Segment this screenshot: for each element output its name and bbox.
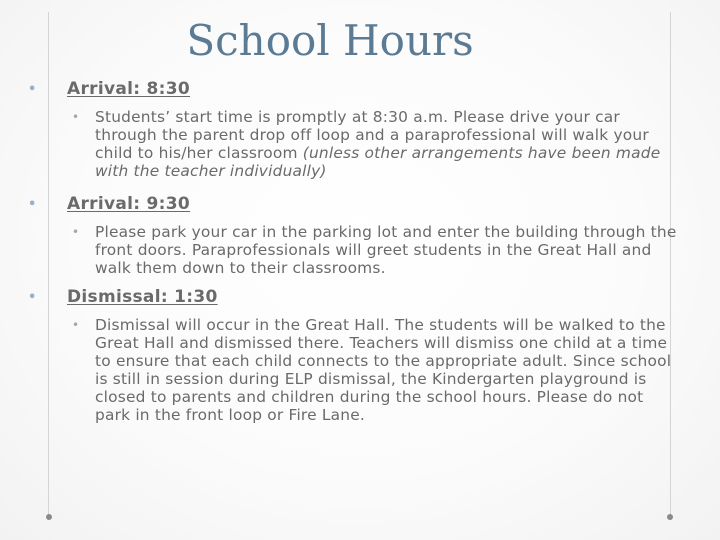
body-text: Please park your car in the parking lot and enter the building through the front doors. Paraprofessionals will greet students in the Great Hall and walk them down to their classrooms.	[95, 223, 677, 277]
right-frame-dot	[667, 514, 673, 520]
sub-bullet-icon: •	[72, 110, 80, 124]
bullet-icon: •	[28, 197, 37, 212]
section-body	[28, 108, 678, 180]
section-arrival-930	[28, 193, 678, 277]
left-frame-dot	[46, 514, 52, 520]
bullet-icon: •	[28, 82, 37, 97]
bullet-icon: •	[28, 290, 37, 305]
section-heading	[28, 78, 678, 100]
body-text: Students’ start time is promptly at 8:30 a.m. Please drive your car through the parent drop off loop and a paraprofessional will walk your child to his/her classroom	[95, 108, 649, 162]
section-heading	[28, 286, 678, 308]
sub-bullet-icon: •	[72, 225, 80, 239]
body-italic-note: (unless other arrangements have been made with the teacher individually)	[95, 144, 661, 180]
body-text: Dismissal will occur in the Great Hall. The students will be walked to the Great Hall and dismissed there. Teachers will dismiss one child at a time to ensure that each child connects to the appropriate adult. Since school is still in session during ELP dismissal, the Kindergarten playground is closed to parents and children during the school hours. Please do not park in the front loop or Fire Lane.	[95, 316, 672, 424]
heading-text: Arrival: 8:30	[67, 79, 191, 99]
heading-text: Arrival: 9:30	[67, 194, 191, 214]
slide-content	[28, 78, 678, 424]
section-dismissal-130	[28, 286, 678, 424]
section-heading	[28, 193, 678, 215]
section-arrival-830	[28, 78, 678, 180]
slide-title: School Hours	[186, 16, 474, 65]
heading-text: Dismissal: 1:30	[67, 287, 218, 307]
section-body	[28, 316, 678, 424]
section-body	[28, 223, 678, 277]
sub-bullet-icon: •	[72, 318, 80, 332]
